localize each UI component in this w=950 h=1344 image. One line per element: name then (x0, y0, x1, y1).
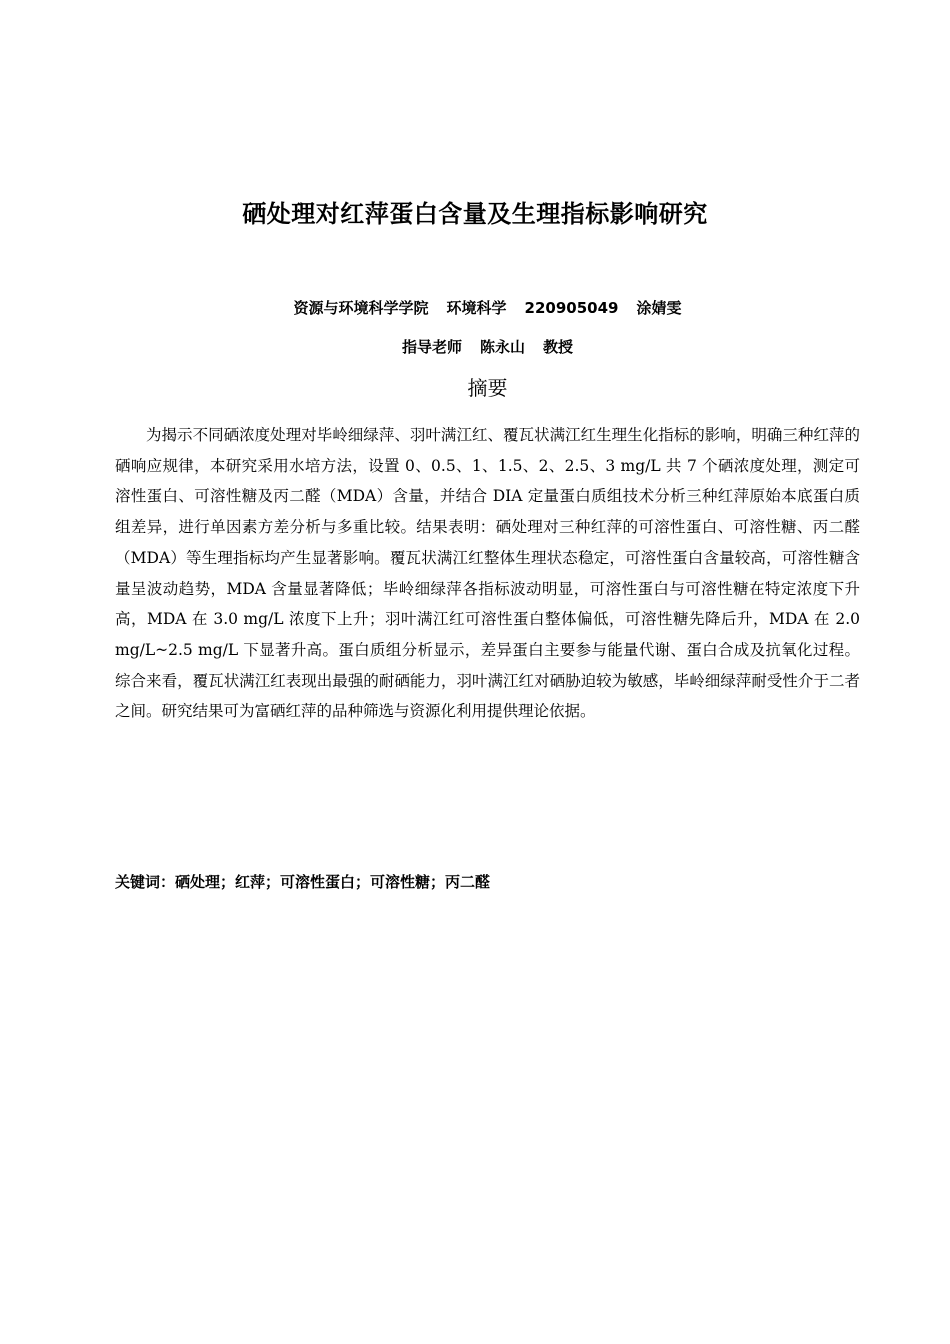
abstract-heading: 摘要 (467, 376, 508, 400)
author-info (0, 297, 950, 319)
advisor-name: 陈永山 (479, 338, 525, 356)
advisor-label: 指导老师 (401, 338, 462, 356)
student-id: 220905049 (524, 299, 619, 317)
abstract-body: 为揭示不同硒浓度处理对毕岭细绿萍、羽叶满江红、覆瓦状满江红生理生化指标的影响，明确三种红萍的硒响应规律，本研究采用水培方法，设置 0、0.5、1、1.5、2、2.5、3 mg/L 共 7 个硒浓度处理，测定可溶性蛋白、可溶性糖及丙二醛（MDA）含量，并结合 DIA 定量蛋白质组技术分析三种红萍原始本底蛋白质组差异，进行单因素方差分析与多重比较。结果表明：硒处理对三种红萍的可溶性蛋白、可溶性糖、丙二醛（MDA）等生理指标均产生显著影响。覆瓦状满江红整体生理状态稳定，可溶性蛋白含量较高，可溶性糖含量呈波动趋势，MDA 含量显著降低；毕岭细绿萍各指标波动明显，可溶性蛋白与可溶性糖在特定浓度下升高，MDA 在 3.0 mg/L 浓度下上升；羽叶满江红可溶性蛋白整体偏低，可溶性糖先降后升，MDA 在 2.0 mg/L~2.5 mg/L 下显著升高。蛋白质组分析显示，差异蛋白主要参与能量代谢、蛋白合成及抗氧化过程。综合来看，覆瓦状满江红表现出最强的耐硒能力，羽叶满江红对硒胁迫较为敏感，毕岭细绿萍耐受性介于二者之间。研究结果可为富硒红萍的品种筛选与资源化利用提供理论依据。 (115, 426, 860, 721)
advisor-rank: 教授 (543, 338, 574, 356)
keywords-line: 关键词：硒处理；红萍；可溶性蛋白；可溶性糖；丙二醛 (115, 873, 491, 891)
author-name: 涂婧雯 (636, 299, 682, 317)
advisor-info (0, 336, 950, 358)
paper-title: 硒处理对红萍蛋白含量及生理指标影响研究 (242, 200, 708, 228)
major-name: 环境科学 (446, 299, 507, 317)
college-name: 资源与环境科学学院 (293, 299, 429, 317)
